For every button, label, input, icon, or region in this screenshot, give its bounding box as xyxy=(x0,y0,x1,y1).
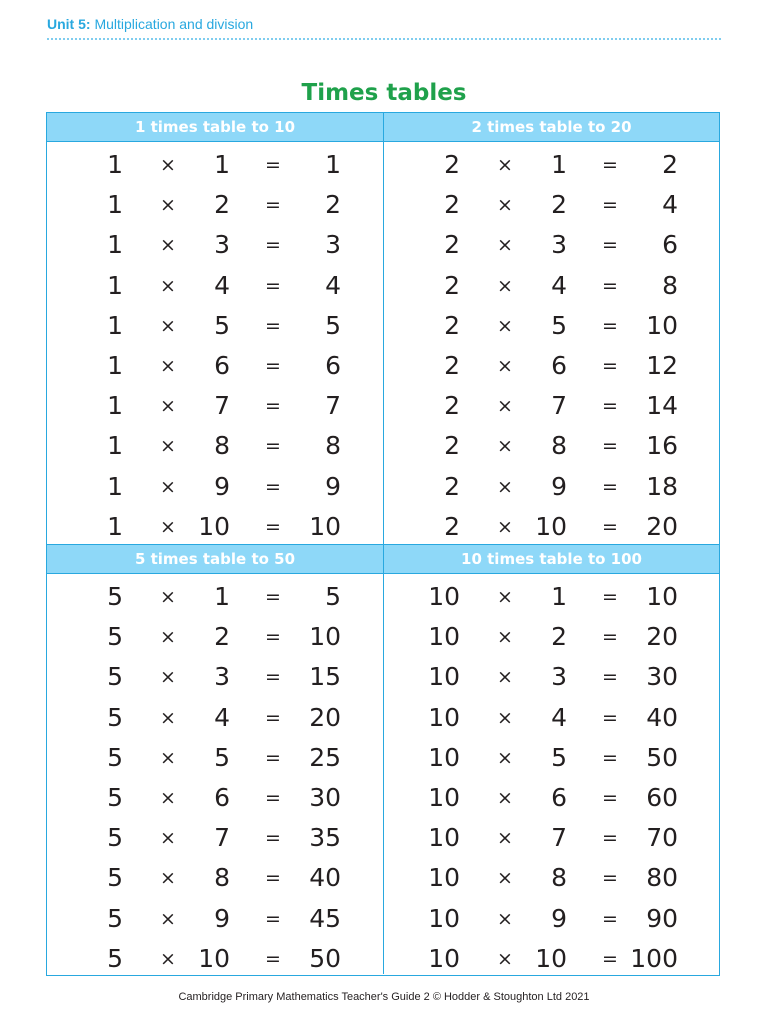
table-rows xyxy=(384,142,719,546)
product: 50 xyxy=(646,742,678,772)
table-row xyxy=(384,184,719,224)
equals-sign: = xyxy=(265,827,281,850)
equals-sign: = xyxy=(602,746,618,769)
table-row xyxy=(384,656,719,696)
times-sign: × xyxy=(497,746,513,769)
table-row xyxy=(47,656,383,696)
product: 18 xyxy=(646,471,678,501)
times-sign: × xyxy=(160,786,176,809)
multiplier: 1 xyxy=(551,582,567,611)
multiplicand: 5 xyxy=(107,903,123,933)
multiplicand: 10 xyxy=(428,582,460,611)
times-sign: × xyxy=(497,354,513,377)
multiplier: 2 xyxy=(214,622,230,652)
multiplier: 4 xyxy=(551,270,567,300)
multiplier: 5 xyxy=(214,310,230,340)
product: 16 xyxy=(646,431,678,461)
product: 8 xyxy=(662,270,678,300)
table-panel-10 xyxy=(384,544,719,974)
multiplicand: 1 xyxy=(107,270,123,300)
table-panel-5 xyxy=(47,544,384,974)
table-row xyxy=(47,265,383,305)
times-sign: × xyxy=(160,154,176,176)
header-divider xyxy=(47,38,721,40)
times-sign: × xyxy=(160,666,176,689)
multiplier: 1 xyxy=(551,150,567,179)
equals-sign: = xyxy=(602,515,618,538)
table-row xyxy=(47,576,383,616)
times-sign: × xyxy=(497,475,513,498)
equals-sign: = xyxy=(265,314,281,337)
multiplier: 9 xyxy=(214,471,230,501)
product: 7 xyxy=(325,391,341,421)
times-sign: × xyxy=(160,314,176,337)
times-sign: × xyxy=(160,907,176,930)
multiplier: 7 xyxy=(214,391,230,421)
multiplier: 7 xyxy=(551,823,567,853)
times-sign: × xyxy=(160,867,176,890)
multiplier: 6 xyxy=(214,350,230,380)
equals-sign: = xyxy=(602,154,618,176)
product: 14 xyxy=(646,391,678,421)
multiplicand: 5 xyxy=(107,863,123,893)
multiplicand: 10 xyxy=(428,622,460,652)
multiplicand: 2 xyxy=(444,391,460,421)
product: 25 xyxy=(309,742,341,772)
multiplier: 3 xyxy=(551,662,567,692)
multiplicand: 10 xyxy=(428,943,460,973)
equals-sign: = xyxy=(265,274,281,297)
table-rows xyxy=(47,574,383,978)
times-sign: × xyxy=(497,827,513,850)
equals-sign: = xyxy=(602,666,618,689)
equals-sign: = xyxy=(602,435,618,458)
times-sign: × xyxy=(160,746,176,769)
multiplicand: 1 xyxy=(107,511,123,541)
multiplicand: 10 xyxy=(428,782,460,812)
equals-sign: = xyxy=(602,194,618,217)
times-sign: × xyxy=(160,274,176,297)
table-row xyxy=(47,506,383,546)
times-sign: × xyxy=(160,234,176,257)
times-sign: × xyxy=(497,435,513,458)
multiplier: 10 xyxy=(198,511,230,541)
multiplier: 4 xyxy=(551,702,567,732)
multiplicand: 5 xyxy=(107,622,123,652)
table-row xyxy=(47,898,383,938)
table-row xyxy=(47,857,383,897)
product: 100 xyxy=(630,943,678,973)
multiplicand: 2 xyxy=(444,350,460,380)
multiplier: 1 xyxy=(214,150,230,179)
table-row xyxy=(47,737,383,777)
product: 10 xyxy=(646,310,678,340)
table-panel-2 xyxy=(384,113,719,544)
product: 4 xyxy=(325,270,341,300)
table-row xyxy=(47,697,383,737)
multiplicand: 5 xyxy=(107,582,123,611)
table-row xyxy=(384,466,719,506)
equals-sign: = xyxy=(265,154,281,176)
equals-sign: = xyxy=(602,354,618,377)
equals-sign: = xyxy=(265,786,281,809)
page-footer: Cambridge Primary Mathematics Teacher's Guide 2 © Hodder & Stoughton Ltd 2021 xyxy=(178,991,590,1003)
table-rows xyxy=(47,142,383,546)
times-sign: × xyxy=(497,666,513,689)
table-row xyxy=(384,506,719,546)
equals-sign: = xyxy=(265,867,281,890)
equals-sign: = xyxy=(602,827,618,850)
product: 80 xyxy=(646,863,678,893)
multiplicand: 10 xyxy=(428,863,460,893)
times-sign: × xyxy=(160,395,176,418)
multiplier: 2 xyxy=(551,622,567,652)
multiplicand: 1 xyxy=(107,391,123,421)
table-row xyxy=(47,817,383,857)
times-sign: × xyxy=(497,586,513,608)
multiplier: 7 xyxy=(551,391,567,421)
multiplicand: 5 xyxy=(107,943,123,973)
product: 30 xyxy=(646,662,678,692)
multiplicand: 2 xyxy=(444,190,460,220)
table-heading: 2 times table to 20 xyxy=(384,113,719,142)
product: 1 xyxy=(325,150,341,179)
multiplicand: 2 xyxy=(444,150,460,179)
table-heading: 1 times table to 10 xyxy=(47,113,383,142)
product: 6 xyxy=(325,350,341,380)
equals-sign: = xyxy=(265,666,281,689)
times-sign: × xyxy=(497,867,513,890)
product: 30 xyxy=(309,782,341,812)
table-heading: 5 times table to 50 xyxy=(47,544,383,574)
times-sign: × xyxy=(160,626,176,649)
product: 12 xyxy=(646,350,678,380)
equals-sign: = xyxy=(265,234,281,257)
multiplicand: 1 xyxy=(107,431,123,461)
multiplicand: 10 xyxy=(428,702,460,732)
multiplicand: 2 xyxy=(444,511,460,541)
equals-sign: = xyxy=(602,314,618,337)
multiplicand: 5 xyxy=(107,782,123,812)
times-sign: × xyxy=(497,947,513,970)
multiplicand: 5 xyxy=(107,742,123,772)
table-row xyxy=(47,616,383,656)
equals-sign: = xyxy=(265,435,281,458)
table-rows xyxy=(384,574,719,978)
equals-sign: = xyxy=(602,475,618,498)
multiplier: 4 xyxy=(214,702,230,732)
product: 70 xyxy=(646,823,678,853)
product: 5 xyxy=(325,582,341,611)
multiplier: 6 xyxy=(551,782,567,812)
multiplier: 8 xyxy=(551,431,567,461)
multiplicand: 5 xyxy=(107,702,123,732)
unit-separator: : xyxy=(85,16,91,32)
unit-topic: Multiplication and division xyxy=(90,16,254,32)
times-sign: × xyxy=(497,515,513,538)
times-sign: × xyxy=(160,354,176,377)
product: 40 xyxy=(309,863,341,893)
multiplicand: 10 xyxy=(428,742,460,772)
multiplicand: 2 xyxy=(444,230,460,260)
table-row xyxy=(384,576,719,616)
multiplicand: 1 xyxy=(107,190,123,220)
multiplicand: 10 xyxy=(428,823,460,853)
times-sign: × xyxy=(497,274,513,297)
table-row xyxy=(47,345,383,385)
product: 45 xyxy=(309,903,341,933)
equals-sign: = xyxy=(265,354,281,377)
equals-sign: = xyxy=(602,274,618,297)
product: 6 xyxy=(662,230,678,260)
multiplicand: 2 xyxy=(444,270,460,300)
table-row xyxy=(384,697,719,737)
product: 2 xyxy=(325,190,341,220)
times-sign: × xyxy=(160,706,176,729)
times-sign: × xyxy=(497,786,513,809)
table-heading: 10 times table to 100 xyxy=(384,544,719,574)
equals-sign: = xyxy=(602,867,618,890)
page-header xyxy=(47,16,253,32)
equals-sign: = xyxy=(265,947,281,970)
table-row xyxy=(384,737,719,777)
table-row xyxy=(384,857,719,897)
times-sign: × xyxy=(497,314,513,337)
multiplicand: 1 xyxy=(107,310,123,340)
multiplier: 5 xyxy=(551,310,567,340)
multiplicand: 5 xyxy=(107,662,123,692)
times-sign: × xyxy=(497,907,513,930)
table-row xyxy=(384,898,719,938)
equals-sign: = xyxy=(602,947,618,970)
multiplier: 9 xyxy=(214,903,230,933)
times-sign: × xyxy=(497,154,513,176)
multiplier: 8 xyxy=(214,863,230,893)
times-sign: × xyxy=(497,626,513,649)
multiplier: 10 xyxy=(198,943,230,973)
table-row xyxy=(384,305,719,345)
multiplier: 9 xyxy=(551,903,567,933)
table-row xyxy=(47,385,383,425)
multiplicand: 10 xyxy=(428,903,460,933)
multiplier: 4 xyxy=(214,270,230,300)
product: 10 xyxy=(309,622,341,652)
multiplicand: 1 xyxy=(107,350,123,380)
product: 5 xyxy=(325,310,341,340)
multiplier: 8 xyxy=(551,863,567,893)
times-sign: × xyxy=(160,435,176,458)
multiplicand: 2 xyxy=(444,431,460,461)
equals-sign: = xyxy=(602,395,618,418)
product: 9 xyxy=(325,471,341,501)
multiplier: 6 xyxy=(551,350,567,380)
product: 2 xyxy=(662,150,678,179)
multiplicand: 1 xyxy=(107,150,123,179)
multiplier: 1 xyxy=(214,582,230,611)
table-row xyxy=(47,425,383,465)
table-row xyxy=(47,777,383,817)
equals-sign: = xyxy=(265,395,281,418)
product: 20 xyxy=(646,622,678,652)
multiplier: 7 xyxy=(214,823,230,853)
table-row xyxy=(47,305,383,345)
times-sign: × xyxy=(160,194,176,217)
multiplier: 2 xyxy=(214,190,230,220)
table-row xyxy=(384,817,719,857)
multiplier: 3 xyxy=(214,230,230,260)
product: 90 xyxy=(646,903,678,933)
table-row xyxy=(384,265,719,305)
product: 8 xyxy=(325,431,341,461)
product: 10 xyxy=(309,511,341,541)
times-sign: × xyxy=(497,706,513,729)
table-row xyxy=(47,466,383,506)
times-tables-grid xyxy=(46,112,720,976)
table-row xyxy=(384,938,719,978)
product: 4 xyxy=(662,190,678,220)
unit-label: Unit 5 xyxy=(47,16,86,32)
equals-sign: = xyxy=(602,706,618,729)
product: 3 xyxy=(325,230,341,260)
table-row xyxy=(384,224,719,264)
equals-sign: = xyxy=(265,626,281,649)
table-row xyxy=(384,345,719,385)
product: 35 xyxy=(309,823,341,853)
equals-sign: = xyxy=(265,475,281,498)
table-row xyxy=(384,777,719,817)
multiplier: 10 xyxy=(535,511,567,541)
multiplier: 10 xyxy=(535,943,567,973)
product: 20 xyxy=(309,702,341,732)
equals-sign: = xyxy=(265,194,281,217)
table-row xyxy=(384,616,719,656)
multiplier: 8 xyxy=(214,431,230,461)
times-sign: × xyxy=(160,586,176,608)
times-sign: × xyxy=(160,827,176,850)
multiplicand: 2 xyxy=(444,471,460,501)
multiplier: 9 xyxy=(551,471,567,501)
equals-sign: = xyxy=(265,907,281,930)
multiplier: 2 xyxy=(551,190,567,220)
equals-sign: = xyxy=(265,706,281,729)
product: 60 xyxy=(646,782,678,812)
times-sign: × xyxy=(497,395,513,418)
page-title: Times tables xyxy=(301,80,467,106)
equals-sign: = xyxy=(602,786,618,809)
multiplicand: 10 xyxy=(428,662,460,692)
times-sign: × xyxy=(160,515,176,538)
multiplier: 3 xyxy=(551,230,567,260)
multiplier: 5 xyxy=(551,742,567,772)
table-row xyxy=(384,425,719,465)
product: 10 xyxy=(646,582,678,611)
equals-sign: = xyxy=(602,626,618,649)
product: 50 xyxy=(309,943,341,973)
multiplier: 5 xyxy=(214,742,230,772)
times-sign: × xyxy=(497,194,513,217)
table-row xyxy=(47,938,383,978)
table-panel-1 xyxy=(47,113,384,544)
equals-sign: = xyxy=(265,515,281,538)
table-row xyxy=(384,144,719,184)
times-sign: × xyxy=(497,234,513,257)
product: 20 xyxy=(646,511,678,541)
equals-sign: = xyxy=(265,586,281,608)
times-sign: × xyxy=(160,475,176,498)
multiplier: 3 xyxy=(214,662,230,692)
multiplicand: 2 xyxy=(444,310,460,340)
product: 15 xyxy=(309,662,341,692)
multiplicand: 1 xyxy=(107,230,123,260)
product: 40 xyxy=(646,702,678,732)
equals-sign: = xyxy=(602,907,618,930)
table-row xyxy=(47,184,383,224)
equals-sign: = xyxy=(602,234,618,257)
times-sign: × xyxy=(160,947,176,970)
multiplicand: 5 xyxy=(107,823,123,853)
multiplicand: 1 xyxy=(107,471,123,501)
table-row xyxy=(47,224,383,264)
equals-sign: = xyxy=(602,586,618,608)
table-row xyxy=(384,385,719,425)
equals-sign: = xyxy=(265,746,281,769)
multiplier: 6 xyxy=(214,782,230,812)
table-row xyxy=(47,144,383,184)
